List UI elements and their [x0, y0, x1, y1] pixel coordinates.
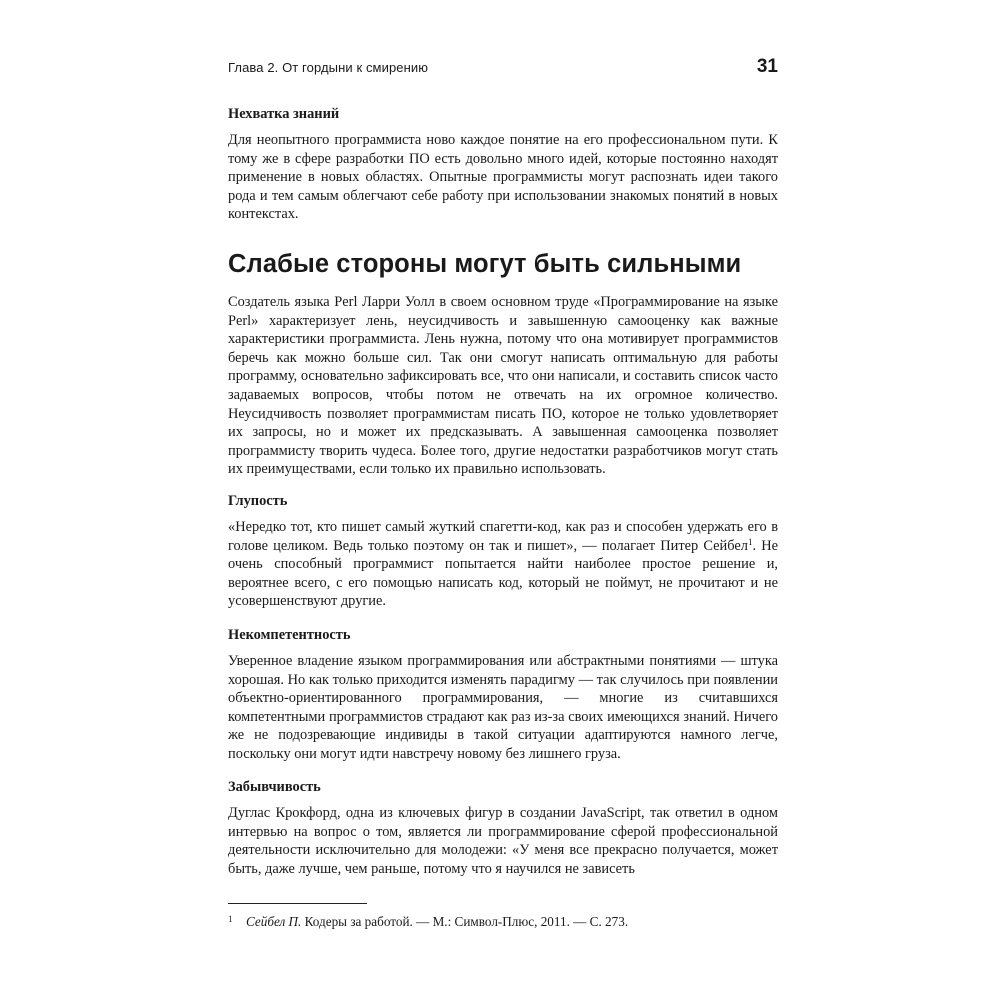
subheading-forgetfulness: Забывчивость: [228, 779, 321, 795]
running-header: [228, 56, 778, 80]
stupidity-text-end: . Не очень способный программист попытается найти наиболее простое решение и, вероятнее всего, с его помощью написать код, который не поймут, не прочитают и не усовершенствуют другие.: [228, 537, 778, 610]
paragraph-intro: Создатель языка Perl Ларри Уолл в своем основном труде «Программирование на языке Perl» характеризует лень, неусидчивость и завышенную самооценку как важные характеристики программиста. Лень нужна, потому что она мотивирует программистов беречь как можно больше сил. Так они смогут написать оптимальную для работы программу, основательно зафиксировать все, что они написали, и составить список часто задаваемых вопросов, чтобы потом не отвечать на их огромное количество. Неусидчивость позволяет программистам писать ПО, которое не только удовлетворяет их запросы, но и может их предсказывать. А завышенная самооценка позволяет программисту творить чудеса. Более того, другие недостатки разработчиков могут стать их преимуществами, если только их правильно использовать.: [228, 294, 778, 478]
footnote-author: Сейбел П.: [246, 914, 302, 929]
footnote-number: 1: [228, 914, 233, 924]
subheading-knowledge: Нехватка знаний: [228, 106, 340, 122]
footnote-citation: Кодеры за работой. — М.: Символ-Плюс, 2011. — С. 273.: [301, 914, 629, 929]
paragraph-knowledge: Для неопытного программиста ново каждое понятие на его профессиональном пути. К тому же в сфере разработки ПО есть довольно много идей, которые постоянно находят применение в новых областях. Опытные программисты могут распознать идеи такого рода и тем самым облегчают себе работу при использовании знакомых понятий в новых контекстах.: [228, 132, 778, 223]
footnote: [228, 914, 778, 930]
page-number: 31: [756, 56, 778, 77]
paragraph-incompetence: Уверенное владение языком программирования или абстрактными понятиями — штука хорошая. Но как только приходится изменять парадигму — так случилось при появлении объектно-ориентированного программирования, — многие из считавшихся компетентными программистов страдают как раз из-за своих имеющихся знаний. Ничего же не подозревающие индивиды в такой ситуации адаптируются намного легче, поскольку они могут идти навстречу новому без лишнего груза.: [228, 653, 778, 762]
chapter-title: Глава 2. От гордыни к смирению: [228, 60, 429, 75]
section-title: Слабые стороны могут быть сильными: [228, 250, 742, 278]
subheading-incompetence: Некомпетентность: [228, 627, 351, 643]
footnote-reference[interactable]: 1: [747, 536, 753, 547]
paragraph-stupidity: [228, 518, 778, 611]
stupidity-text-start: «Нередко тот, кто пишет самый жуткий спагетти-код, как раз и способен удержать его в голове целиком. Ведь только поэтому он так и пишет», — полагает Питер Сейбел: [228, 519, 778, 554]
paragraph-forgetfulness: Дуглас Крокфорд, одна из ключевых фигур в создании JavaScript, так ответил в одном интервью на вопрос о том, является ли программирование сферой профессиональной деятельности исключительно для молодежи: «У меня все прекрасно получается, может быть, даже лучше, чем раньше, потому что я научился не зависеть: [228, 805, 778, 877]
footnote-divider: [228, 903, 367, 904]
subheading-stupidity: Глупость: [228, 493, 288, 509]
